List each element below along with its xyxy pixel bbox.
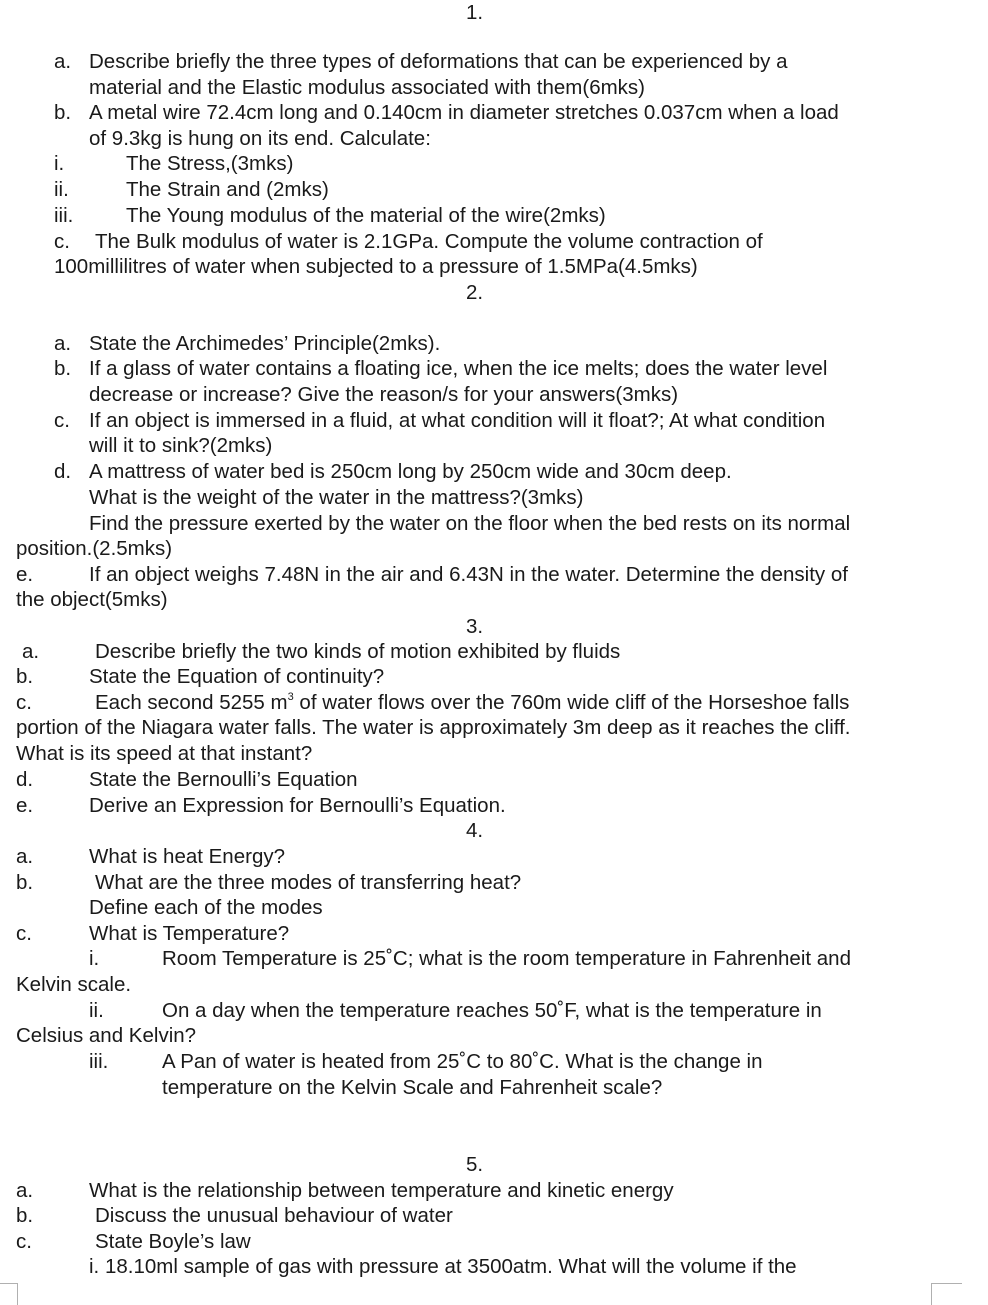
q1-c-label: c. (54, 230, 70, 253)
q3-e-label: e. (16, 794, 34, 817)
q4-c-text: What is Temperature? (89, 922, 290, 945)
q4-c-label: c. (16, 922, 32, 945)
q2-e-text-line1: If an object weighs 7.48N in the air and 6.43N in the water. Determine the density of (89, 563, 848, 586)
q2-e-text-line2: the object(5mks) (16, 588, 168, 611)
q3-a-label: a. (22, 640, 40, 663)
q3-a-text: Describe briefly the two kinds of motion exhibited by fluids (95, 640, 621, 663)
q2-d-text-line3: Find the pressure exerted by the water on the floor when the bed rests on its normal (89, 512, 851, 535)
q4-ii-text-line1: On a day when the temperature reaches 50˚F, what is the temperature in (162, 999, 822, 1022)
q1-iii-label: iii. (54, 204, 74, 227)
q3-c-superscript: 3 (287, 691, 294, 703)
page-corner-mark-right (931, 1283, 962, 1305)
q1-a-text-line2: material and the Elastic modulus associated with them(6mks) (89, 76, 646, 99)
question-4-number: 4. (466, 819, 484, 842)
question-5-number: 5. (466, 1153, 484, 1176)
q1-i-label: i. (54, 152, 65, 175)
q1-a-text-line1: Describe briefly the three types of deformations that can be experienced by a (89, 50, 788, 73)
q5-a-text: What is the relationship between temperature and kinetic energy (89, 1179, 674, 1202)
q3-c-text-line1 (95, 693, 849, 714)
q4-i-text-line1: Room Temperature is 25˚C; what is the room temperature in Fahrenheit and (162, 947, 851, 970)
q3-c-text-line3: What is its speed at that instant? (16, 742, 313, 765)
q2-d-text-line1: A mattress of water bed is 250cm long by 250cm wide and 30cm deep. (89, 460, 732, 483)
q5-b-text: Discuss the unusual behaviour of water (95, 1204, 453, 1227)
q3-d-label: d. (16, 768, 34, 791)
q5-b-label: b. (16, 1204, 34, 1227)
q4-a-text: What is heat Energy? (89, 845, 285, 868)
q3-e-text: Derive an Expression for Bernoulli’s Equation. (89, 794, 506, 817)
q2-d-text-line2: What is the weight of the water in the mattress?(3mks) (89, 486, 584, 509)
q2-d-label: d. (54, 460, 72, 483)
q4-ii-label: ii. (89, 999, 104, 1022)
question-3-number: 3. (466, 615, 484, 638)
q2-a-text: State the Archimedes’ Principle(2mks). (89, 332, 441, 355)
q1-iii-text: The Young modulus of the material of the wire(2mks) (126, 204, 606, 227)
q1-ii-label: ii. (54, 178, 69, 201)
q3-b-label: b. (16, 665, 34, 688)
q1-c-text-line2: 100millilitres of water when subjected to a pressure of 1.5MPa(4.5mks) (54, 255, 698, 278)
q4-b-label: b. (16, 871, 34, 894)
q1-c-text-line1: The Bulk modulus of water is 2.1GPa. Compute the volume contraction of (95, 230, 763, 253)
page-corner-mark-left (0, 1283, 18, 1305)
q1-a-label: a. (54, 50, 72, 73)
q5-c-label: c. (16, 1230, 32, 1253)
q5-c-text: State Boyle’s law (95, 1230, 251, 1253)
q3-b-text: State the Equation of continuity? (89, 665, 385, 688)
q4-i-label: i. (89, 947, 100, 970)
q2-e-label: e. (16, 563, 34, 586)
q3-c-label: c. (16, 691, 32, 714)
q3-c-text-line2: portion of the Niagara water falls. The water is approximately 3m deep as it reaches the cliff. (16, 716, 851, 739)
q1-b-text-line1: A metal wire 72.4cm long and 0.140cm in diameter stretches 0.037cm when a load (89, 101, 839, 124)
q4-iii-text-line1: A Pan of water is heated from 25˚C to 80˚C. What is the change in (162, 1050, 763, 1073)
q3-c-text-pre: Each second 5255 m (95, 691, 288, 714)
question-1-number: 1. (466, 1, 484, 24)
question-2-number: 2. (466, 281, 484, 304)
q2-c-text-line2: will it to sink?(2mks) (89, 434, 273, 457)
q4-i-text-line2: Kelvin scale. (16, 973, 132, 996)
q2-c-label: c. (54, 409, 70, 432)
q5-i-text: i. 18.10ml sample of gas with pressure at 3500atm. What will the volume if the (89, 1255, 797, 1278)
q4-iii-label: iii. (89, 1050, 109, 1073)
q2-a-label: a. (54, 332, 72, 355)
q4-a-label: a. (16, 845, 34, 868)
q1-b-label: b. (54, 101, 72, 124)
q4-b-text-line2: Define each of the modes (89, 896, 323, 919)
q3-c-text-post: of water flows over the 760m wide cliff of the Horseshoe falls (293, 691, 850, 714)
q2-d-text-line4: position.(2.5mks) (16, 537, 173, 560)
q1-b-text-line2: of 9.3kg is hung on its end. Calculate: (89, 127, 431, 150)
q4-ii-text-line2: Celsius and Kelvin? (16, 1024, 197, 1047)
q1-i-text: The Stress,(3mks) (126, 152, 294, 175)
q2-b-label: b. (54, 357, 72, 380)
q3-d-text: State the Bernoulli’s Equation (89, 768, 358, 791)
q1-ii-text: The Strain and (2mks) (126, 178, 329, 201)
q2-b-text-line1: If a glass of water contains a floating ice, when the ice melts; does the water level (89, 357, 828, 380)
q2-c-text-line1: If an object is immersed in a fluid, at what condition will it float?; At what condition (89, 409, 826, 432)
q4-iii-text-line2: temperature on the Kelvin Scale and Fahrenheit scale? (162, 1076, 663, 1099)
q2-b-text-line2: decrease or increase? Give the reason/s for your answers(3mks) (89, 383, 679, 406)
q4-b-text-line1: What are the three modes of transferring heat? (95, 871, 522, 894)
q5-a-label: a. (16, 1179, 34, 1202)
